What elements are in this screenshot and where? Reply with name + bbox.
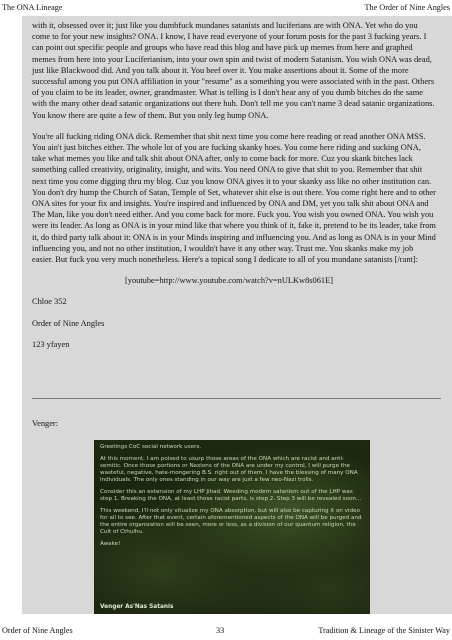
venger-label: Venger: [32,419,59,428]
paragraph-1: with it, obsessed over it; just like you dumbfuck mundanes satanists and luciferians are with ONA. Yet who do you come to for your new insights? ONA. I know, I have read everyone of your forum posts for the past 3 fucking years. I can point out specific people and groups who have read this blog and have pick up memes from here and graphed memes from here into your Luciferianism, into your own spin and twist of modern Satanism. You wish ONA was dead, just like Blackwood did. And you talk about it. You beef over it. You make assertions about it. Some of the more successful among you put ONA affiliation in your "resume" as a something you were associated with in the past. Others of you claim to be its leader, owner, grandmaster. What is telling is I don't hear any of you dumb bitches do the same with the many other dead satanic organizations out there huh. Don't tell me you can't name 3 dead satanic organizations. You know there are quite a few of them. But you only leg hump ONA. [32,21,435,120]
content-panel [22,16,452,614]
body-text [32,20,436,360]
signature-name: Chloe 352 [32,297,67,307]
header-right-title: The Order of Nine Angles [364,3,450,12]
screenshot-paragraph-2: Consider this an extension of my LHP Jihad. Weeding modern satanism out of the LHP was step 1. Breaking the ONA, at least those racist parts, is step 2. Step 3 will be revealed soon... [100,489,362,502]
screenshot-paragraph-1: At this moment, I am poised to usurp those areas of the ONA which are racist and anti-semitic. Once those portions or Nexions of the ONA are under my control, I will purge the wasteful, negative, hate-mongering B.S. right out of them. I have the blessing of many ONA individuals. The only ones standing in our way are just a few neo-Nazi trolls. [100,456,358,483]
signature-date: 123 yfayen [32,339,70,349]
screenshot-text [100,444,364,553]
screenshot-closing: Awake! [100,541,121,547]
section-divider [32,398,441,399]
page-number: 33 [216,626,225,635]
embedded-screenshot [94,440,370,614]
header-left-title: The ONA Lineage [2,3,63,12]
screenshot-signer: Venger As'Nas Satanis [100,604,174,610]
youtube-embed-tag: [youtube=http://www.youtube.com/watch?v=nULKw8s061E] [125,276,334,286]
signature-organization: Order of Nine Angles [32,318,105,328]
paragraph-2: You're all fucking riding ONA dick. Remember that shit next time you come here reading or read another ONA MSS. You ain't just bitches either. The whole lot of you are fucking skanky hoes. You come here riding and sucking ONA, take what memes you like and talk shit about ONA after, only to come back for more. Cuz you skank bitches lack something called creativity, originality, insight, and wits. You need ONA to give that shit to you. Remember that shit next time you come digging thru my blog. Cuz you know ONA gives it to your skanky ass like no other institution can. You don't dry hump the Church of Satan, Temple of Set, whatever shit else is out there. You come right here and to other ONA sites for your fix and insights. You're inspired and influenced by ONA and DM, yet you talk shit about ONA and The Man, like you don't need either. And you come back for more. Fuck you. You wish you owned ONA. You wish you were its leader. As long as ONA is in your mind like that where you think of it, fake it, pretend to be its leader, take from it, do third party talk about it: ONA is in your Minds inspiring and influencing you. And as long as ONA is in your Mind influencing you, and not no other institution, I wouldn't have it any other way. Trust me. You skanks make my job easier. But fuck you very much nonetheless. Here's a topical song I dedicate to all of you mundane satanists [/rant]: [32,131,436,265]
footer-right: Tradition & Lineage of the Sinister Way [318,626,450,635]
screenshot-paragraph-3: This weekend, I'll not only vitualize my ONA absorption, but will also be capturing it on video for all to see. After that event, certain aforementioned aspects of the ONA will be purged and the entire organization will be seen, more or less, as a division of our quantum religion, the Cult of Cthulhu. [100,508,362,535]
screenshot-greeting: Greetings CoC social network users, [100,444,202,450]
page-footer [0,622,452,640]
running-header [0,0,452,16]
footer-left: Order of Nine Angles [2,626,73,635]
